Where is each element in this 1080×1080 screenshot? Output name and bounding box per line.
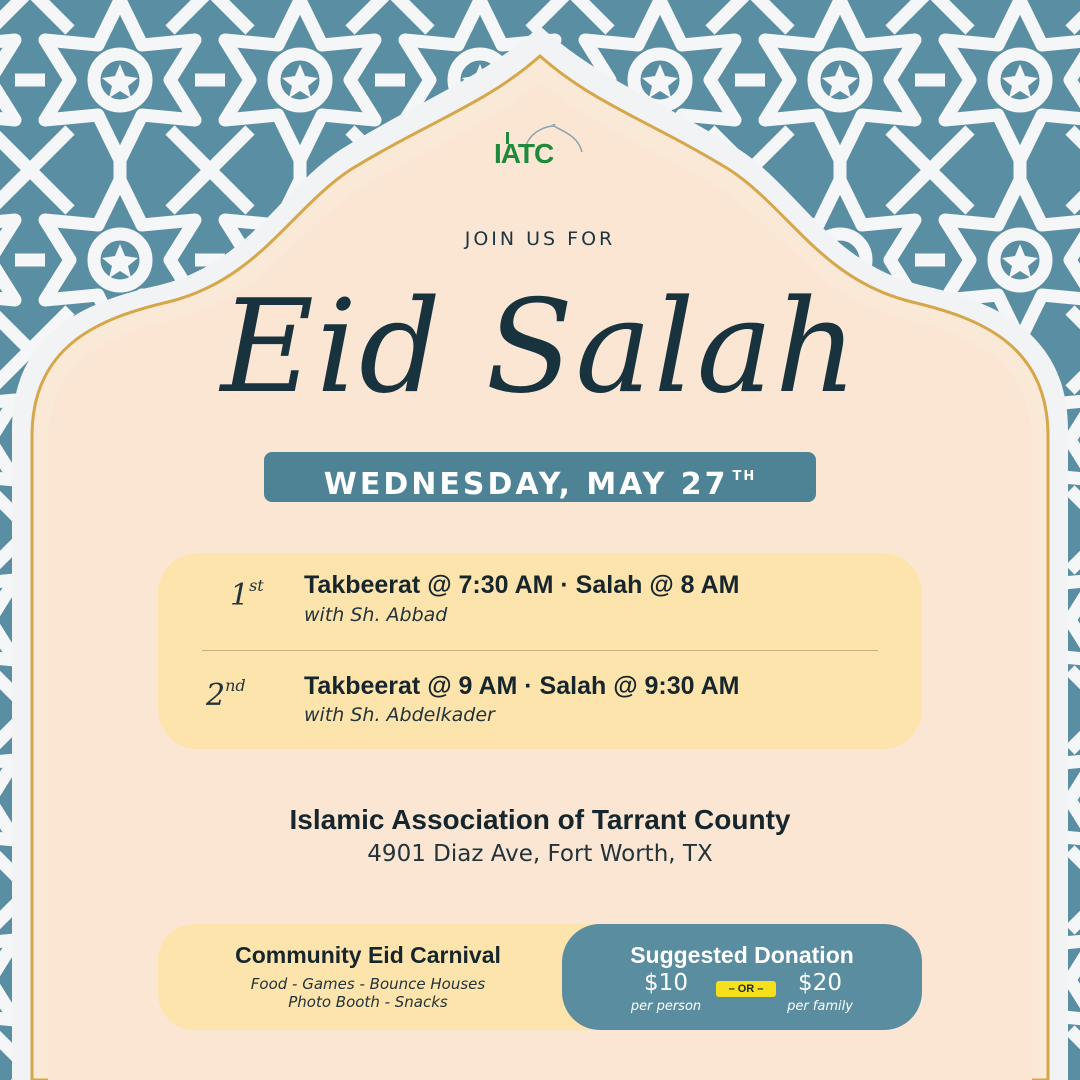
date-text [264,452,816,510]
venue-address: 4901 Diaz Ave, Fort Worth, TX [367,841,713,867]
iatc-logo [490,124,590,188]
page-title: Eid Salah [220,273,860,422]
session-1-schedule: Takbeerat @ 7:30 AM · Salah @ 8 AM [304,571,740,599]
ordinal-number: 1 [230,578,250,613]
logo-text: IATC [494,138,554,169]
donation-title: Suggested Donation [630,942,854,968]
session-2-schedule: Takbeerat @ 9 AM · Salah @ 9:30 AM [304,672,740,700]
session-1-imam: with Sh. Abbad [304,604,448,626]
donation-label-person: per person [630,999,702,1014]
ordinal-number: 2 [206,678,226,713]
date-suffix: TH [732,469,757,484]
donation-amount-person: $10 [644,970,688,996]
donation-label-family: per family [787,999,853,1014]
session-divider [202,650,878,651]
carnival-activities-line-2: Photo Booth - Snacks [288,993,448,1011]
or-badge: – OR – [716,981,776,997]
ordinal-suffix: st [249,576,264,595]
ordinal-suffix: nd [225,676,246,695]
carnival-activities-line-1: Food - Games - Bounce Houses [250,975,486,993]
date-main: WEDNESDAY, MAY 27 [323,467,729,502]
session-2-imam: with Sh. Abdelkader [304,704,495,726]
intro-text: JOIN US FOR [464,228,616,250]
session-1-ordinal [230,576,264,613]
venue-name: Islamic Association of Tarrant County [289,804,791,835]
donation-amount-family: $20 [798,970,842,996]
session-2-ordinal [206,676,246,713]
carnival-title: Community Eid Carnival [235,942,501,968]
